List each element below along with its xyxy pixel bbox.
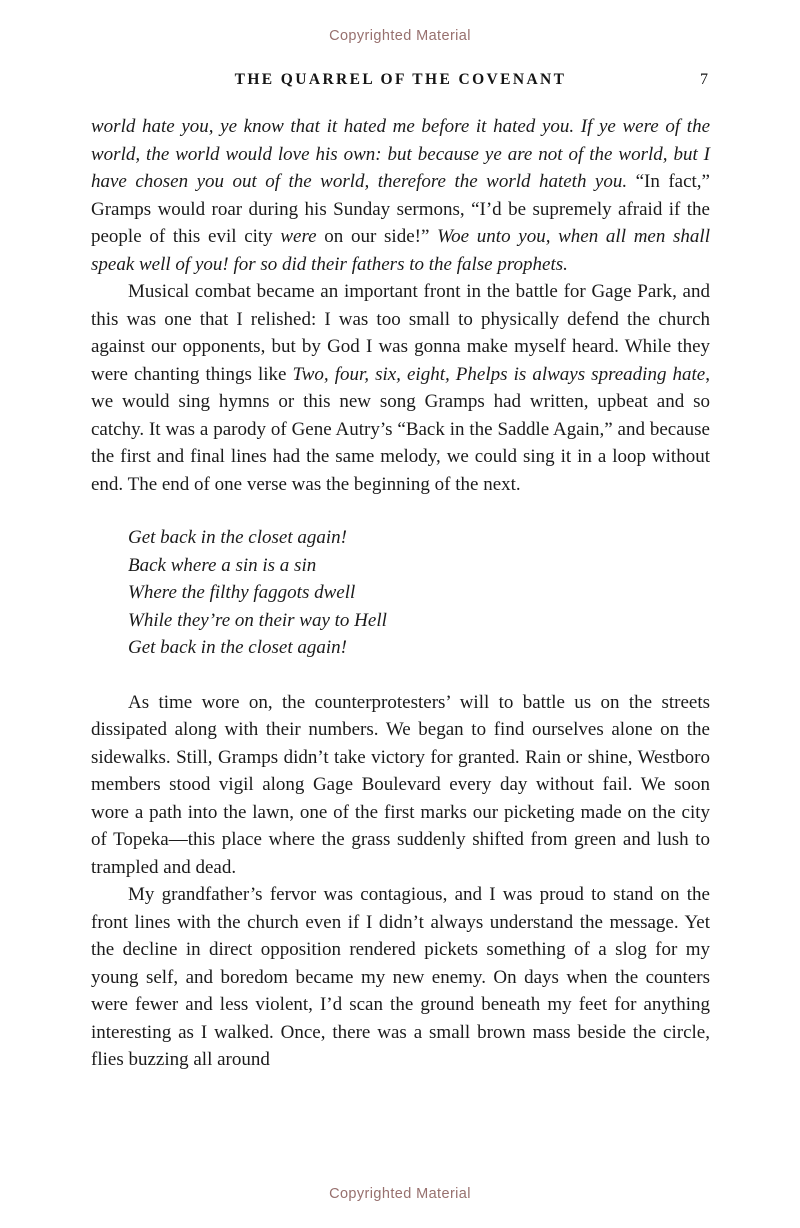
text-segment: Woe unto you, when all men shall speak well of you! for so did their fathers to the false prophets. (91, 226, 710, 275)
text-segment: My grandfather’s fervor was contagious, and I was proud to stand on the front lines with the church even if I didn’t always understand the message. Yet the decline in direct opposition rendered pickets something of a slog for my young self, and boredom became my new enemy. On days when the counters were fewer and less violent, I’d scan the ground beneath my feet for anything interesting as I walked. Once, there was a small brown mass beside the circle, flies buzzing all around (91, 884, 710, 1070)
text-segment: world hate you, ye know that it hated me before it hated you. If ye were of the world, the world would love his own: but because ye are not of the world, but I have chosen you out of the world, therefore the world hateth you. (91, 116, 710, 192)
page-number: 7 (700, 71, 708, 88)
text-segment: , we would sing hymns or this new song Gramps had written, upbeat and so catchy. It was a parody of Gene Autry’s “Back in the Saddle Again,” and because the first and final lines had the same melody, we could sing it in a loop without end. The end of one verse was the beginning of the next. (91, 363, 710, 495)
page-body (91, 113, 710, 1074)
verse-line: Get back in the closet again! (128, 637, 347, 658)
verse-line: While they’re on their way to Hell (128, 609, 387, 631)
paragraph (91, 278, 710, 498)
paragraph (91, 689, 710, 882)
verse-line: Where the filthy faggots dwell (128, 582, 356, 603)
copyright-notice-top: Copyrighted Material (329, 28, 471, 44)
text-segment: Musical combat became an important front in the battle for Gage Park, and this was one that I relished: I was too small to physically defend the church against our opponents, but by God I was gonna make myself heard. While they were chanting things like (91, 281, 710, 385)
text-segment: “In fact,” Gramps would roar during his Sunday sermons, “I’d be supremely afraid if the people of this evil city (91, 171, 710, 247)
verse-line: Back where a sin is a sin (128, 554, 317, 576)
text-segment: As time wore on, the counterprotesters’ will to battle us on the streets dissipated along with their numbers. We began to find ourselves alone on the sidewalks. Still, Gramps didn’t take victory for granted. Rain or shine, Westboro members stood vigil along Gage Boulevard every day without fail. We soon wore a path into the lawn, one of the first marks our picketing made on the city of Topeka—this place where the grass suddenly shifted from green and lush to trampled and dead. (91, 691, 710, 878)
copyright-notice-bottom: Copyrighted Material (329, 1186, 471, 1202)
paragraph (91, 881, 710, 1074)
chapter-title: THE QUARREL OF THE COVENANT (234, 71, 567, 88)
paragraph-continuation (91, 113, 710, 278)
verse-line: Get back in the closet again! (128, 527, 347, 548)
text-segment: on our side!” (316, 226, 438, 247)
running-header (91, 71, 710, 89)
text-segment: Two, four, six, eight, Phelps is always spreading hate (292, 363, 706, 385)
text-segment: were (280, 226, 317, 247)
song-verse-block (128, 524, 710, 662)
